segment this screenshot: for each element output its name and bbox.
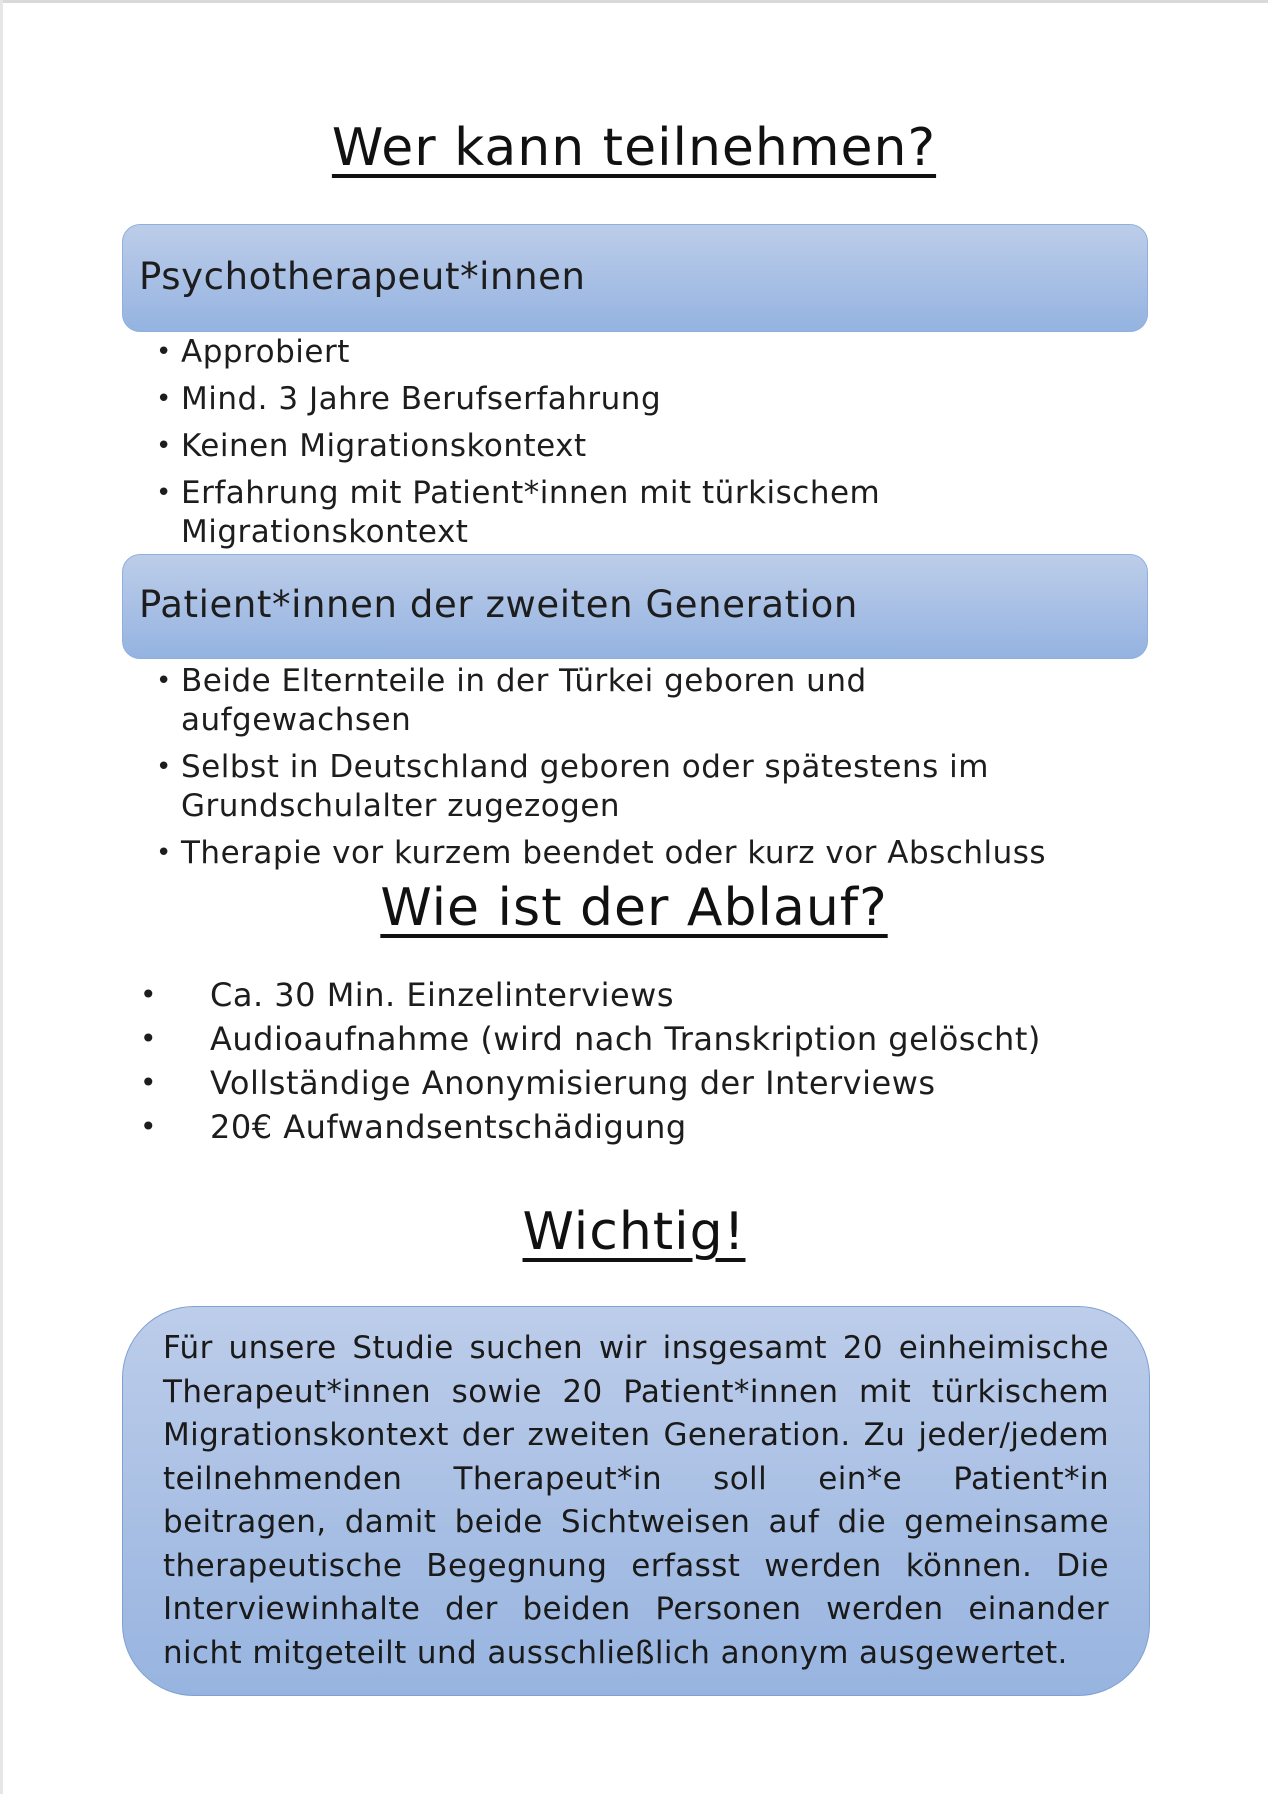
therapists-band xyxy=(122,224,1148,332)
list-item: • Ca. 30 Min. Einzelinterviews xyxy=(140,976,674,1014)
important-note-text: Für unsere Studie suchen wir insgesamt 20 einheimische Therapeut*innen sowie 20 Patient*innen mit türkischem Migrationskontext der zweiten Generation. Zu jeder/jedem teilnehmenden Therapeut*in soll ein*e Patient*in beitragen, damit beide Sichtweisen auf die gemeinsame therapeutische Begegnung erfasst werden können. Die Interviewinhalte der beiden Personen werden einander nicht mitgeteilt und ausschließlich anonym ausgewertet. xyxy=(163,1330,1109,1671)
list-item: • Keinen Migrationskontext xyxy=(156,428,587,464)
list-item: • Therapie vor kurzem beendet oder kurz vor Abschluss xyxy=(156,835,1047,871)
bullet-icon: • xyxy=(140,978,158,1011)
bullet-icon: • xyxy=(156,384,172,414)
bullet-icon: • xyxy=(140,1022,158,1055)
bullet-icon: • xyxy=(140,1066,158,1099)
list-item: • Selbst in Deutschland geboren oder spätestens im Grundschulalter zugezogen xyxy=(156,749,989,824)
participants-heading xyxy=(0,118,1268,178)
list-item: • Audioaufnahme (wird nach Transkription gelöscht) xyxy=(140,1020,1041,1058)
list-item: • 20€ Aufwandsentschädigung xyxy=(140,1108,687,1146)
bullet-icon: • xyxy=(156,838,172,868)
therapists-criteria-list xyxy=(152,333,1081,560)
participants-heading-text: Wer kann teilnehmen? xyxy=(331,118,937,178)
list-item: • Beide Elternteile in der Türkei geboren und aufgewachsen xyxy=(156,663,867,738)
bullet-icon: • xyxy=(156,478,172,508)
bullet-icon: • xyxy=(156,431,172,461)
bullet-icon: • xyxy=(156,666,172,696)
important-note-box xyxy=(122,1306,1150,1696)
procedure-heading xyxy=(0,878,1268,938)
patients-title: Patient*innen der zweiten Generation xyxy=(139,583,858,626)
patients-criteria-list xyxy=(152,662,1081,881)
important-heading xyxy=(0,1202,1268,1262)
patients-band xyxy=(122,554,1148,659)
important-heading-text: Wichtig! xyxy=(522,1202,746,1262)
list-item: • Approbiert xyxy=(156,334,350,370)
bullet-icon: • xyxy=(140,1110,158,1143)
procedure-list xyxy=(140,976,1041,1152)
bullet-icon: • xyxy=(156,337,172,367)
bullet-icon: • xyxy=(156,752,172,782)
list-item: • Mind. 3 Jahre Berufserfahrung xyxy=(156,381,662,417)
procedure-heading-text: Wie ist der Ablauf? xyxy=(380,878,888,938)
therapists-title: Psychotherapeut*innen xyxy=(139,255,586,298)
list-item: • Vollständige Anonymisierung der Interviews xyxy=(140,1064,936,1102)
page-edge xyxy=(0,0,1268,3)
list-item: • Erfahrung mit Patient*innen mit türkischem Migrationskontext xyxy=(156,475,881,550)
